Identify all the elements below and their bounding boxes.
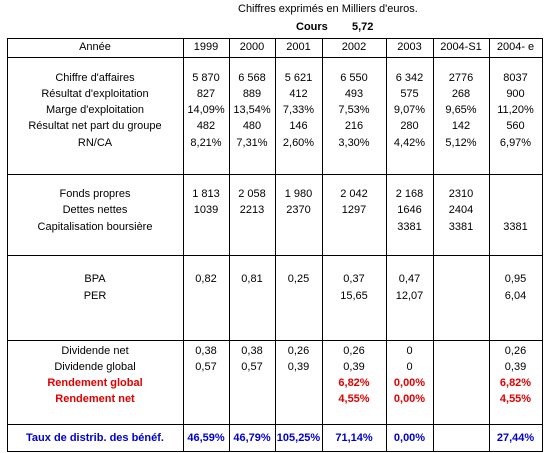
table-cell: 2 042 — [340, 188, 368, 200]
table-cell: 2776 — [448, 72, 474, 84]
row-label: Marge d'exploitation — [45, 104, 145, 116]
column-header-year: 2000 — [239, 41, 265, 53]
table-cell: 6 568 — [238, 72, 266, 84]
table-cell: 2370 — [286, 204, 311, 216]
column-header-year: 2003 — [397, 41, 422, 53]
table-cell: 27,44% — [496, 432, 535, 444]
units-caption: Chiffres exprimés en Milliers d'euros. — [238, 3, 418, 15]
table-cell: 4,55% — [338, 393, 370, 405]
table-cell: 3,30% — [338, 137, 370, 149]
column-header-year: 2004- e — [496, 41, 535, 53]
table-cell: 15,65 — [340, 290, 368, 302]
table-cell: 146 — [289, 120, 308, 132]
table-cell: 14,09% — [187, 104, 225, 116]
table-cell: 0,00% — [393, 393, 426, 405]
table-cell: 0,26 — [504, 345, 527, 357]
table-cell: 5 870 — [192, 72, 220, 84]
table-cell: 0,47 — [398, 273, 421, 285]
table-cell: 6,82% — [499, 377, 532, 389]
table-cell: 0,39 — [287, 361, 310, 373]
column-header-label: Année — [79, 41, 111, 53]
row-label: Dettes nettes — [62, 204, 128, 216]
table-cell: 216 — [344, 120, 364, 132]
table-cell: 575 — [400, 88, 419, 100]
table-cell: 1 980 — [284, 188, 313, 200]
table-cell: 7,53% — [338, 104, 370, 116]
table-cell: 4,42% — [393, 137, 426, 149]
table-cell: 5,12% — [445, 137, 477, 149]
table-cell: 0,26 — [343, 345, 365, 357]
table-cell: 1297 — [341, 204, 367, 216]
table-cell: 0,39 — [343, 361, 365, 373]
column-header-year: 2004-S1 — [440, 41, 482, 53]
table-cell: 0,00% — [393, 432, 426, 444]
table-cell: 493 — [344, 88, 364, 100]
table-cell: 0 — [406, 361, 413, 373]
table-cell: 6,97% — [499, 137, 532, 149]
table-cell: 0,00% — [393, 377, 426, 389]
table-cell: 480 — [242, 120, 262, 132]
table-cell: 105,25% — [276, 432, 321, 444]
table-cell: 0,57 — [241, 361, 263, 373]
row-label: Résultat net part du groupe — [28, 120, 162, 132]
table-cell: 13,54% — [233, 104, 271, 116]
table-cell: 8037 — [503, 72, 528, 84]
column-header-year: 2002 — [341, 41, 367, 53]
table-cell: 0 — [406, 345, 413, 357]
table-cell: 0,81 — [241, 273, 263, 285]
table-cell: 2 058 — [238, 188, 266, 200]
table-cell: 2310 — [448, 188, 474, 200]
table-cell: 412 — [289, 88, 308, 100]
table-cell: 6 342 — [395, 72, 424, 84]
table-cell: 482 — [196, 120, 216, 132]
row-label: Capitalisation boursière — [37, 221, 153, 233]
table-cell: 8,21% — [190, 137, 222, 149]
table-cell: 0,25 — [287, 273, 310, 285]
table-cell: 268 — [451, 88, 471, 100]
share-price-label: Cours — [296, 21, 328, 33]
table-cell: 0,57 — [195, 361, 217, 373]
table-cell: 900 — [506, 88, 525, 100]
row-label: RN/CA — [77, 137, 113, 149]
row-label: PER — [83, 290, 107, 302]
table-cell: 0,82 — [195, 273, 217, 285]
table-cell: 3381 — [397, 221, 422, 233]
table-cell: 560 — [506, 120, 525, 132]
table-cell: 7,33% — [282, 104, 315, 116]
table-cell: 2 168 — [395, 188, 424, 200]
row-label: Résultat d'exploitation — [41, 88, 149, 100]
table-cell: 1039 — [193, 204, 219, 216]
table-cell: 46,59% — [187, 432, 225, 444]
row-label: Taux de distrib. des bénéf. — [26, 432, 164, 444]
table-cell: 142 — [451, 120, 471, 132]
table-rule-v — [542, 38, 543, 452]
table-cell: 12,07 — [395, 290, 424, 302]
table-cell: 2404 — [448, 204, 474, 216]
table-cell: 2,60% — [282, 137, 315, 149]
row-label: BPA — [84, 273, 106, 285]
table-cell: 3381 — [448, 221, 474, 233]
table-cell: 9,07% — [393, 104, 426, 116]
table-cell: 1646 — [397, 204, 422, 216]
table-cell: 827 — [196, 88, 216, 100]
table-cell: 0,26 — [287, 345, 310, 357]
table-cell: 889 — [242, 88, 262, 100]
row-label: Rendement global — [47, 377, 143, 389]
row-label: Dividende net — [61, 345, 129, 357]
table-cell: 6,04 — [504, 290, 527, 302]
table-cell: 0,39 — [504, 361, 527, 373]
table-cell: 0,95 — [504, 273, 527, 285]
table-cell: 4,55% — [499, 393, 532, 405]
column-header-year: 1999 — [193, 41, 219, 53]
table-cell: 6,82% — [338, 377, 370, 389]
table-cell: 46,79% — [233, 432, 271, 444]
table-cell: 5 621 — [284, 72, 313, 84]
table-cell: 6 550 — [340, 72, 368, 84]
row-label: Fonds propres — [59, 188, 131, 200]
table-cell: 11,20% — [497, 104, 534, 116]
table-cell: 280 — [400, 120, 419, 132]
share-price-value: 5,72 — [352, 21, 374, 33]
table-cell: 1 813 — [192, 188, 220, 200]
table-cell: 3381 — [503, 221, 528, 233]
column-header-year: 2001 — [286, 41, 311, 53]
table-cell: 2213 — [239, 204, 265, 216]
row-label: Chiffre d'affaires — [55, 72, 135, 84]
table-cell: 0,38 — [195, 345, 217, 357]
table-cell: 9,65% — [445, 104, 477, 116]
table-cell: 0,38 — [241, 345, 263, 357]
row-label: Rendement net — [55, 393, 135, 405]
table-cell: 71,14% — [335, 432, 373, 444]
table-cell: 7,31% — [236, 137, 268, 149]
row-label: Dividende global — [54, 361, 136, 373]
table-cell: 0,37 — [343, 273, 365, 285]
